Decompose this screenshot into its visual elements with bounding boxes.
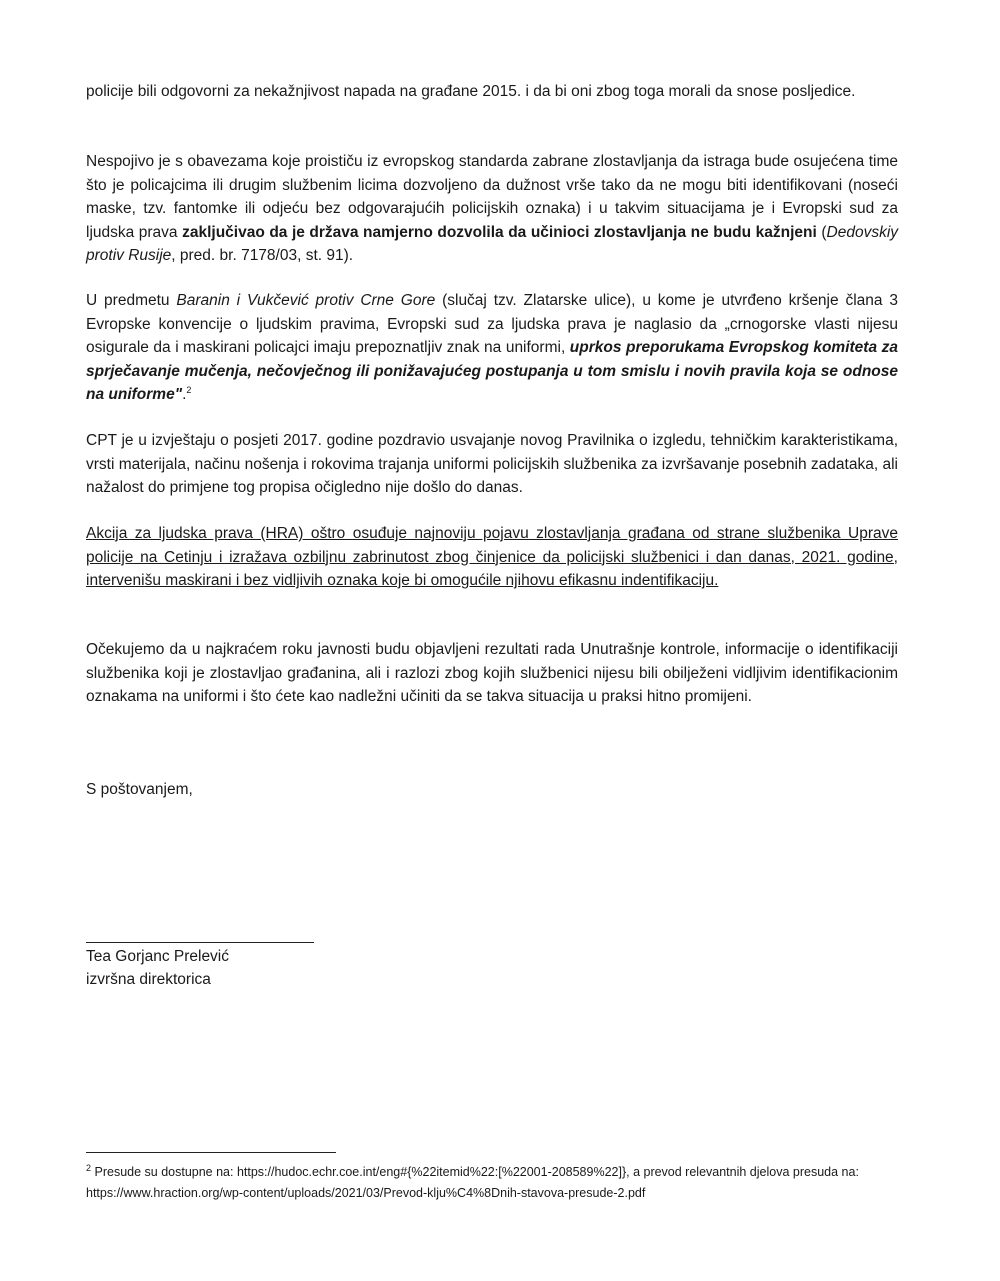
footnote <box>86 1162 916 1204</box>
footnote-separator <box>86 1152 336 1153</box>
paragraph-3-end: . <box>182 386 187 403</box>
paragraph-2-bold: zaključivao da je država namjerno dozvolila da učinioci zlostavljanja ne budu kažnjeni <box>182 223 817 241</box>
signature-title: izvršna direktorica <box>86 971 211 988</box>
paragraph-3-mid: (slučaj tzv. Zlatarske ulice), u kome je utvrđeno kršenje člana 3 Evropske konvencije o ljudskim pravima, Evropski sud za ljudska prava je naglasio da „crnogorske vlasti nijesu osigurale da i maskirani policajci imaju prepoznatljiv znak na uniformi, <box>86 292 898 356</box>
footnote-text: Presude su dostupne na: https://hudoc.echr.coe.int/eng#{%22itemid%22:[%22001-208589%22]}, a prevod relevantnih djelova presuda na: https://www.hraction.org/wp-content/uploads/2021/03/Prevod-klju%C4%8Dnih-stavova-presude-2.pdf <box>86 1165 859 1200</box>
paragraph-2-end: , pred. br. 7178/03, st. 91). <box>171 247 354 264</box>
paragraph-3 <box>86 289 898 407</box>
paragraph-6: Očekujemo da u najkraćem roku javnosti budu objavljeni rezultati rada Unutrašnje kontrole, informacije o identifikaciji službenika koji je zlostavljao građanina, ali i razlozi zbog kojih službenici nijesu bili obilježeni vidljivim identifikacionim oznakama na uniformi i što ćete kao nadležni učiniti da se takva situacija u praksi hitno promijeni. <box>86 641 898 705</box>
paragraph-2 <box>86 150 898 268</box>
footnote-marker: 2 <box>86 1162 92 1173</box>
paragraph-5-underlined: Akcija za ljudska prava (HRA) oštro osuđuje najnoviju pojavu zlostavljanja građana od strane službenika Uprave policije na Cetinju i izražava ozbiljnu zabrinutost zbog činjenice da policijski službenici i dan danas, 2021. godine, intervenišu maskirani i bez vidljivih oznaka koje bi omogućile njihovu efikasnu indentifikaciju. <box>86 525 898 589</box>
court-quote: uprkos preporukama Evropskog komiteta za sprječavanje mučenja, nečovječnog ili ponižavajućeg postupanja u tom smislu i novih pravila koja se odnose na uniforme" <box>86 339 898 403</box>
case-title: Baranin i Vukčević protiv Crne Gore <box>176 292 436 309</box>
paragraph-2-mid: ( <box>816 223 827 241</box>
paragraph-4: CPT je u izvještaju o posjeti 2017. godine pozdravio usvajanje novog Pravilnika o izgledu, tehničkim karakteristikama, vrsti materijala, načinu nošenja i rokovima trajanja uniformi policijskih službenika za izvršavanje posebnih zadataka, ali nažalost do primjene tog propisa očigledno nije došlo do danas. <box>86 432 898 496</box>
signature-name: Tea Gorjanc Prelević <box>86 948 230 965</box>
case-citation: Dedovskiy protiv Rusije <box>86 223 899 264</box>
paragraph-2-text: Nespojivo je s obavezama koje proističu iz evropskog standarda zabrane zlostavljanja da istraga bude osujećena time što je policajcima ili drugim službenim licima dozvoljeno da dužnost vrše tako da ne mogu biti identifikovani (noseći maske, tzv. fantomke ili odjeću bez odgovarajućih policijskih oznaka) i u takvim situacijama je i Evropski sud za ljudska prava <box>86 153 898 241</box>
footnote-ref[interactable]: 2 <box>186 384 192 395</box>
closing-salutation: S poštovanjem, <box>86 781 193 798</box>
paragraph-1: policije bili odgovorni za nekažnjivost napada na građane 2015. i da bi oni zbog toga morali da snose posljedice. <box>86 83 856 100</box>
paragraph-3-text: U predmetu <box>86 292 177 309</box>
signature-line <box>86 942 314 943</box>
